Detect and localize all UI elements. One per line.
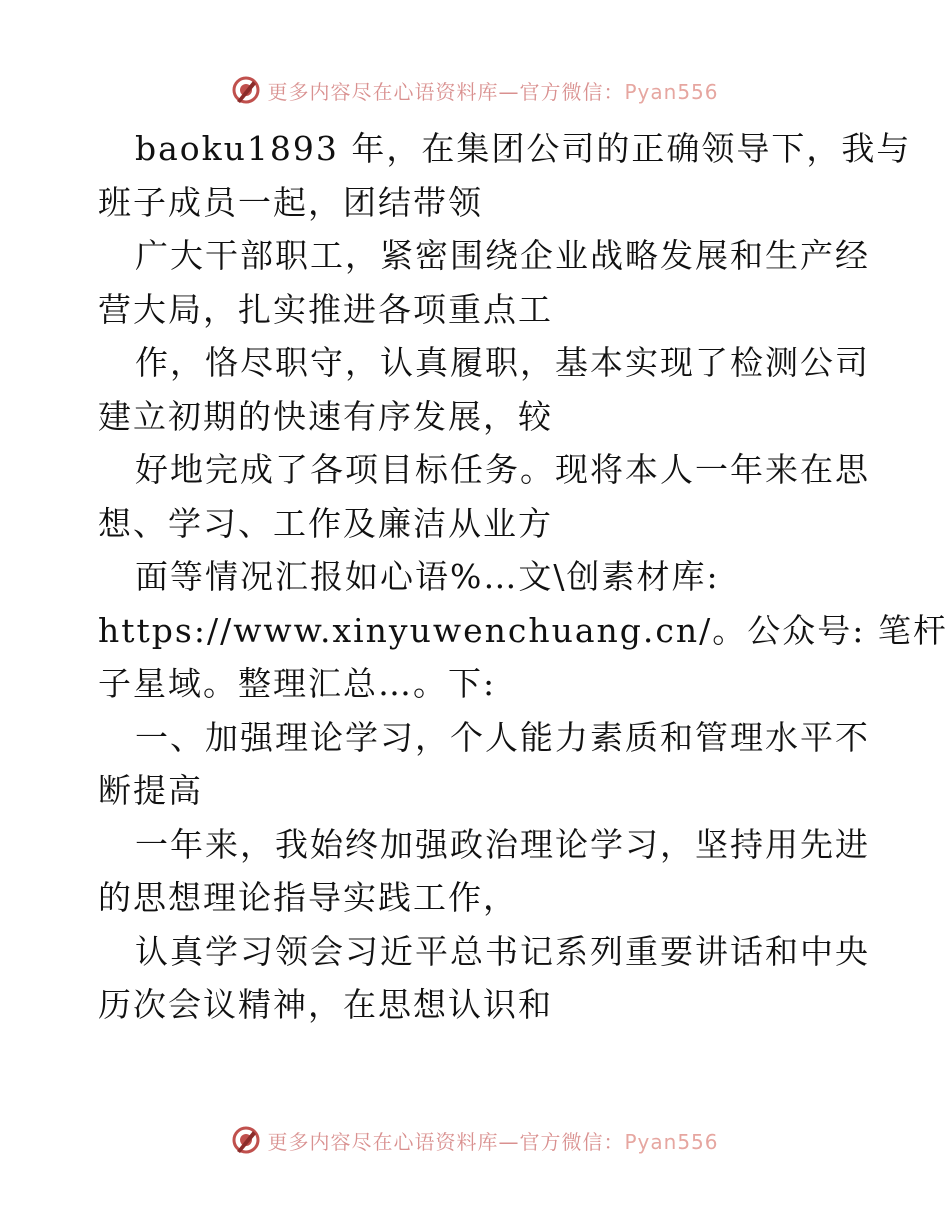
text-line: 作，恪尽职守，认真履职，基本实现了检测公司 (135, 343, 870, 382)
watermark-text (267, 1126, 718, 1155)
text-line: 好地完成了各项目标任务。现将本人一年来在思 (135, 450, 870, 489)
text-line: 一年来，我始终加强政治理论学习，坚持用先进 (135, 824, 870, 864)
text-line: baoku1893 年，在集团公司的正确领导下，我与 (135, 129, 912, 168)
header-watermark (0, 70, 950, 110)
watermark-label: 更多内容尽在心语资料库—官方微信： (267, 79, 625, 104)
footer-watermark (0, 1120, 950, 1160)
text-line: 建立初期的快速有序发展，较 (98, 396, 553, 436)
text-line: 想、学习、工作及廉洁从业方 (98, 503, 553, 543)
text-line: 一、加强理论学习，个人能力素质和管理水平不 (135, 717, 870, 757)
text-line: 断提高 (98, 771, 203, 810)
pen-logo-icon (231, 75, 261, 105)
text-line: 广大干部职工，紧密围绕企业战略发展和生产经 (135, 236, 870, 275)
watermark-label: 更多内容尽在心语资料库—官方微信： (267, 1129, 625, 1154)
watermark-id: Pyan556 (624, 79, 719, 104)
text-line: 营大局，扎实推进各项重点工 (98, 289, 553, 329)
text-line: 面等情况汇报如心语%…文\创素材库: (135, 557, 720, 596)
text-line: 班子成员一起，团结带领 (98, 182, 483, 222)
text-line: 子星域。整理汇总…。下: (98, 664, 497, 703)
document-body (98, 122, 948, 1032)
watermark-id: Pyan556 (624, 1129, 719, 1154)
pen-logo-icon (231, 1125, 261, 1155)
text-line: https://www.xinyuwenchuang.cn/。公众号: 笔杆 (98, 610, 948, 650)
text-line: 的思想理论指导实践工作， (98, 878, 518, 917)
text-line: 认真学习领会习近平总书记系列重要讲话和中央 (135, 931, 870, 971)
text-line: 历次会议精神，在思想认识和 (98, 985, 553, 1024)
watermark-text (267, 76, 718, 105)
